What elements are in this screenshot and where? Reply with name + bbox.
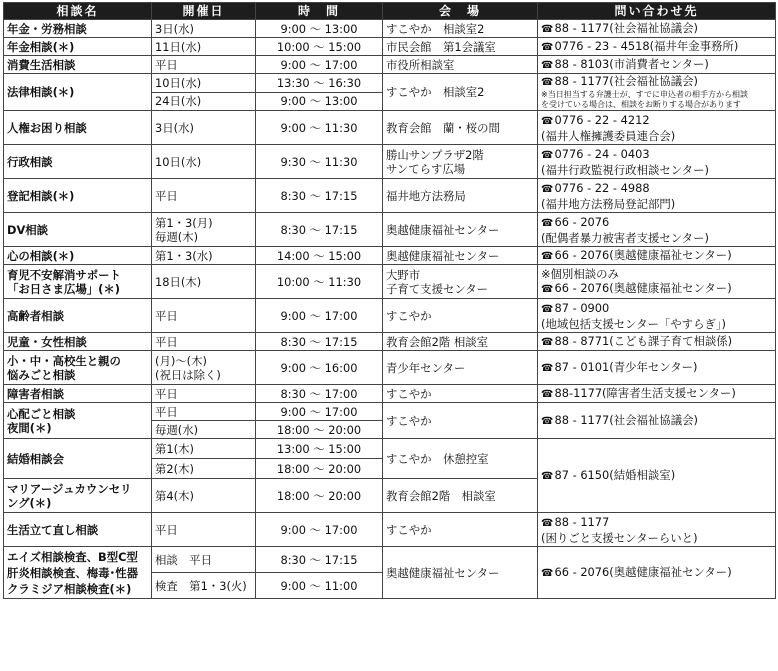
row-name: 心の相談(＊) — [4, 247, 152, 265]
name-line1: マリアージュカウンセリ — [7, 481, 132, 496]
contact-text: 66 - 2076(奥越健康福祉センター) — [554, 247, 732, 262]
row-contact — [538, 56, 776, 74]
row-date: 第2(木) — [152, 459, 256, 479]
row-time: 8:30 ～ 17:00 — [256, 385, 383, 403]
row-contact — [538, 439, 776, 513]
name-line1: 小・中・高校生と親の — [7, 353, 121, 368]
place-line1: 勝山サンプラザ2階 — [386, 147, 484, 162]
row-name — [4, 403, 152, 439]
contact-text: 0776 - 24 - 0403 — [554, 146, 650, 161]
row-date: 第1・3(水) — [152, 247, 256, 265]
contact-text: 87 - 6150(結婚相談室) — [554, 467, 676, 482]
row-place: すこやか — [383, 299, 538, 333]
row-contact — [538, 247, 776, 265]
row-name: 生活立て直し相談 — [4, 513, 152, 547]
row-time: 10:00 ～ 11:30 — [256, 265, 383, 299]
row-time: 8:30 ～ 17:15 — [256, 179, 383, 213]
row-place: 青少年センター — [383, 351, 538, 385]
table-row — [4, 385, 776, 403]
row-contact — [538, 385, 776, 403]
row-time: 9:00 ～ 13:00 — [256, 20, 383, 38]
table-row — [4, 299, 776, 333]
place-line2: 子育て支援センター — [386, 281, 489, 296]
row-name — [4, 265, 152, 299]
row-date: 平日 — [152, 385, 256, 403]
row-time: 9:00 ～ 11:30 — [256, 111, 383, 145]
phone-icon — [541, 39, 554, 53]
row-contact — [538, 403, 776, 439]
row-time: 9:00 ～ 17:00 — [256, 513, 383, 547]
row-time: 10:00 ～ 15:00 — [256, 38, 383, 56]
phone-icon — [541, 248, 554, 262]
row-contact — [538, 265, 776, 299]
contact-text: 88 - 8103(市消費者センター) — [554, 56, 709, 71]
row-place: 奥越健康福祉センター — [383, 247, 538, 265]
row-time: 18:00 ～ 20:00 — [256, 459, 383, 479]
table-row — [4, 38, 776, 56]
date-line1: 第1・3(月) — [155, 215, 213, 230]
row-date: 11日(水) — [152, 38, 256, 56]
contact-text: 66 - 2076(奥越健康福祉センター) — [554, 280, 732, 295]
phone-icon — [541, 515, 554, 529]
header-name: 相談名 — [4, 3, 152, 20]
contact-text: 0776 - 23 - 4518(福井年金事務所) — [554, 38, 739, 53]
row-place — [383, 265, 538, 299]
row-place: 市役所相談室 — [383, 56, 538, 74]
name-line2: 悩みごと相談 — [7, 367, 76, 382]
row-date: 平日 — [152, 299, 256, 333]
contact-text: 66 - 2076 — [554, 214, 610, 229]
row-time: 9:00 ～ 16:00 — [256, 351, 383, 385]
row-name: DV相談 — [4, 213, 152, 247]
contact-text: 88 - 8771(こども課子育て相談係) — [554, 333, 733, 348]
row-place: 奥越健康福祉センター — [383, 213, 538, 247]
contact-text: 88 - 1177(社会福祉協議会) — [554, 412, 698, 427]
header-date: 開催日 — [152, 3, 256, 20]
row-time: 9:30 ～ 11:30 — [256, 145, 383, 179]
table-row — [4, 265, 776, 299]
row-place: すこやか — [383, 403, 538, 439]
row-date: 第4(木) — [152, 479, 256, 513]
contact-text: 66 - 2076(奥越健康福祉センター) — [554, 564, 732, 579]
date-line2: (祝日は除く) — [155, 367, 221, 382]
table-row — [4, 403, 776, 421]
contact-text: 0776 - 22 - 4988 — [554, 180, 650, 195]
place-line1: 大野市 — [386, 267, 421, 282]
row-contact — [538, 299, 776, 333]
name-line3: クラミジア相談検査(＊) — [7, 581, 132, 596]
contact-text: 87 - 0101(青少年センター) — [554, 359, 698, 374]
row-name: 消費生活相談 — [4, 56, 152, 74]
row-contact — [538, 20, 776, 38]
name-line2: 「お日さま広場」(＊) — [7, 281, 120, 296]
phone-icon — [541, 147, 554, 161]
contact-org: (困りごと支援センターらいと) — [541, 530, 698, 545]
header-time: 時 間 — [256, 3, 383, 20]
row-contact — [538, 145, 776, 179]
row-date: 平日 — [152, 513, 256, 547]
row-contact — [538, 74, 776, 111]
row-date: 平日 — [152, 56, 256, 74]
table-row — [4, 247, 776, 265]
row-place: 福井地方法務局 — [383, 179, 538, 213]
row-place: 市民会館 第1会議室 — [383, 38, 538, 56]
row-name — [4, 547, 152, 599]
header-row — [4, 3, 776, 20]
row-name: 人権お困り相談 — [4, 111, 152, 145]
row-time: 9:00 ～ 11:00 — [256, 573, 383, 599]
contact-text: 88 - 1177 — [554, 514, 610, 529]
row-contact — [538, 38, 776, 56]
name-line2: 夜間(＊) — [7, 420, 52, 435]
row-contact — [538, 351, 776, 385]
row-contact — [538, 547, 776, 599]
row-place: すこやか 休憩控室 — [383, 439, 538, 479]
row-name — [4, 351, 152, 385]
table-row — [4, 513, 776, 547]
row-name: 高齢者相談 — [4, 299, 152, 333]
row-contact — [538, 513, 776, 547]
phone-icon — [541, 386, 554, 400]
contact-text: 87 - 0900 — [554, 300, 610, 315]
name-line2: ング(＊) — [7, 495, 52, 510]
phone-icon — [541, 334, 554, 348]
row-date: 検査 第1・3(火) — [152, 573, 256, 599]
contact-org: (福井地方法務局登記部門) — [541, 196, 676, 211]
table-row — [4, 179, 776, 213]
contact-note: ※個別相談のみ — [541, 266, 619, 281]
row-place: すこやか 相談室2 — [383, 20, 538, 38]
row-date: 18日(木) — [152, 265, 256, 299]
row-contact — [538, 111, 776, 145]
lawyer-note-line2: を受けている場合は、相談をお断りする場合があります — [541, 100, 741, 109]
table-row — [4, 351, 776, 385]
row-place: 教育会館2階 相談室 — [383, 479, 538, 513]
date-line1: (月)～(木) — [155, 353, 207, 368]
table-row — [4, 56, 776, 74]
row-date — [152, 351, 256, 385]
contact-text: 88 - 1177(社会福祉協議会) — [554, 20, 698, 35]
row-name: 年金相談(＊) — [4, 38, 152, 56]
phone-icon — [541, 281, 554, 295]
row-date: 第1(木) — [152, 439, 256, 459]
row-place: 奥越健康福祉センター — [383, 547, 538, 599]
row-name — [4, 479, 152, 513]
row-time: 18:00 ～ 20:00 — [256, 421, 383, 439]
name-line1: 育児不安解消サポート — [7, 267, 121, 282]
phone-icon — [541, 413, 554, 427]
row-name: 登記相談(＊) — [4, 179, 152, 213]
consultation-schedule-table — [3, 2, 776, 599]
row-time: 9:00 ～ 17:00 — [256, 403, 383, 421]
header-contact: 問い合わせ先 — [538, 3, 776, 20]
contact-text: 88 - 1177(社会福祉協議会) — [554, 74, 698, 88]
row-name: 児童・女性相談 — [4, 333, 152, 351]
row-place: すこやか 相談室2 — [383, 74, 538, 111]
table-row — [4, 74, 776, 93]
row-date: 平日 — [152, 333, 256, 351]
row-date: 毎週(水) — [152, 421, 256, 439]
phone-icon — [541, 301, 554, 315]
row-date: 平日 — [152, 179, 256, 213]
phone-icon — [541, 74, 554, 88]
phone-icon — [541, 360, 554, 374]
phone-icon — [541, 181, 554, 195]
row-time: 13:30 ～ 16:30 — [256, 74, 383, 93]
table-row — [4, 111, 776, 145]
contact-org: (福井人権擁護委員連合会) — [541, 128, 676, 143]
phone-icon — [541, 113, 554, 127]
name-line1: エイズ相談検査、B型C型 — [7, 549, 138, 564]
row-time: 14:00 ～ 15:00 — [256, 247, 383, 265]
date-line2: 毎週(木) — [155, 229, 199, 244]
row-name: 法律相談(＊) — [4, 74, 152, 111]
phone-icon — [541, 21, 554, 35]
row-time: 18:00 ～ 20:00 — [256, 479, 383, 513]
table-row — [4, 20, 776, 38]
phone-icon — [541, 215, 554, 229]
row-name: 障害者相談 — [4, 385, 152, 403]
phone-icon — [541, 468, 554, 482]
row-date: 平日 — [152, 403, 256, 421]
row-time: 9:00 ～ 13:00 — [256, 92, 383, 111]
row-name: 年金・労務相談 — [4, 20, 152, 38]
row-date: 24日(水) — [152, 92, 256, 111]
row-place: すこやか — [383, 513, 538, 547]
row-time: 9:00 ～ 17:00 — [256, 299, 383, 333]
table-row — [4, 213, 776, 247]
row-name: 行政相談 — [4, 145, 152, 179]
row-time: 8:30 ～ 17:15 — [256, 333, 383, 351]
row-time: 8:30 ～ 17:15 — [256, 213, 383, 247]
row-date: 3日(水) — [152, 111, 256, 145]
contact-org: (配偶者暴力被害者支援センター) — [541, 230, 709, 245]
row-time: 8:30 ～ 17:15 — [256, 547, 383, 573]
row-date: 相談 平日 — [152, 547, 256, 573]
contact-text: 0776 - 22 - 4212 — [554, 112, 650, 127]
table-row — [4, 439, 776, 459]
row-time: 13:00 ～ 15:00 — [256, 439, 383, 459]
table-row — [4, 333, 776, 351]
row-contact — [538, 213, 776, 247]
row-time: 9:00 ～ 17:00 — [256, 56, 383, 74]
row-place: 教育会館2階 相談室 — [383, 333, 538, 351]
header-place: 会 場 — [383, 3, 538, 20]
row-contact — [538, 179, 776, 213]
lawyer-note-line1: ※当日担当する弁護士が、すでに申込者の相手方から相談 — [541, 90, 748, 99]
row-name: 結婚相談会 — [4, 439, 152, 479]
row-contact — [538, 333, 776, 351]
name-line1: 心配ごと相談 — [7, 406, 76, 421]
contact-org: (地域包括支援センター「やすらぎ」) — [541, 316, 726, 331]
table-row — [4, 145, 776, 179]
row-place: すこやか — [383, 385, 538, 403]
table-row — [4, 547, 776, 573]
phone-icon — [541, 565, 554, 579]
row-date: 3日(水) — [152, 20, 256, 38]
row-date: 10日(水) — [152, 145, 256, 179]
row-place: 教育会館 蘭・桜の間 — [383, 111, 538, 145]
contact-text: 88-1177(障害者生活支援センター) — [554, 385, 736, 400]
place-line2: サンてらす広場 — [386, 161, 466, 176]
row-date — [152, 213, 256, 247]
name-line2: 肝炎相談検査、梅毒･性器 — [7, 565, 138, 580]
phone-icon — [541, 57, 554, 71]
contact-org: (福井行政監視行政相談センター) — [541, 162, 709, 177]
row-date: 10日(水) — [152, 74, 256, 93]
row-place — [383, 145, 538, 179]
